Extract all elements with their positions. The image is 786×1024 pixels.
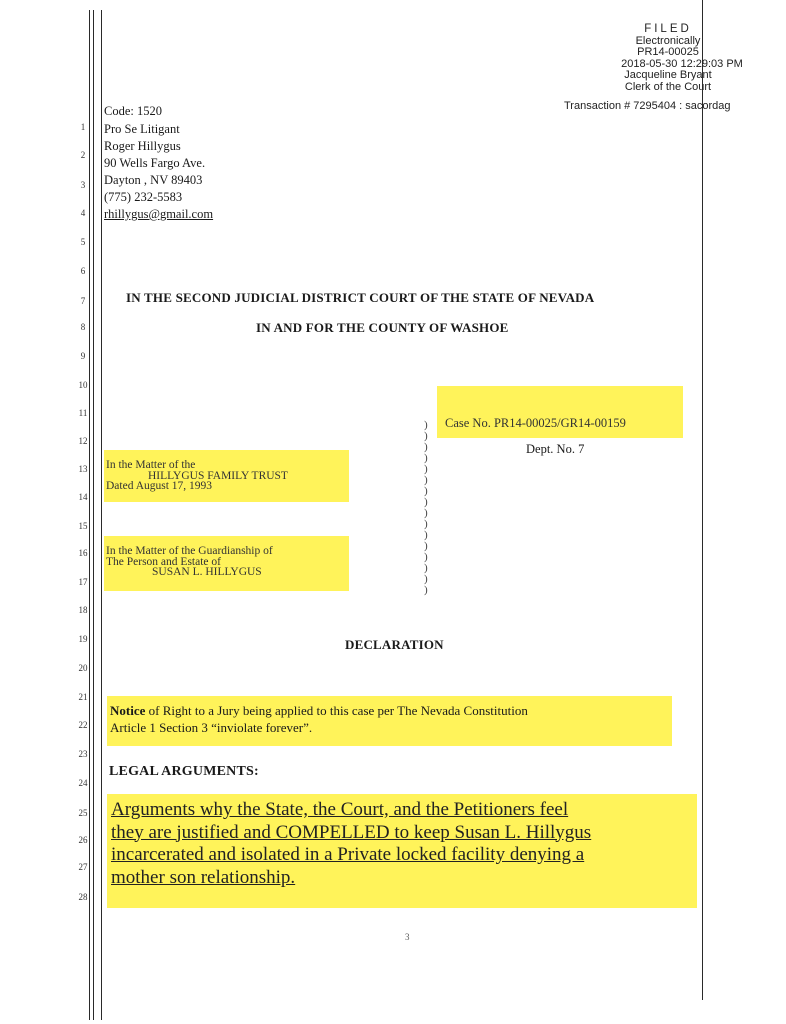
line-number: 22	[78, 720, 88, 730]
notice-line1-rest: of Right to a Jury being applied to this case per The Nevada Constitution	[145, 703, 528, 718]
line-number: 4	[80, 208, 86, 218]
line-number: 1	[80, 122, 86, 132]
line-number: 9	[80, 351, 86, 361]
matter-trust-line3: Dated August 17, 1993	[106, 480, 213, 492]
left-margin-rule-inner	[93, 10, 94, 1020]
legal-arguments-heading: LEGAL ARGUMENTS:	[109, 764, 259, 779]
line-number: 15	[78, 521, 88, 531]
notice-line1	[110, 702, 528, 719]
line-number: 11	[78, 408, 88, 418]
argument-line-2: they are justified and COMPELLED to keep Susan L. Hillygus	[111, 821, 592, 843]
stamp-electronically: Electronically	[635, 34, 701, 47]
filer-email: rhillygus@gmail.com	[104, 207, 214, 221]
stamp-transaction: Transaction # 7295404 : sacordag	[564, 100, 731, 112]
case-number-highlight	[437, 386, 683, 438]
line-number: 18	[78, 605, 88, 615]
stamp-datetime: 2018-05-30 12:29:03 PM	[621, 57, 743, 70]
line-number: 26	[78, 835, 88, 845]
line-number: 28	[78, 892, 88, 902]
stamp-case-number: PR14-00025	[637, 46, 699, 58]
filing-stamp	[600, 24, 786, 93]
argument-line-4: mother son relationship.	[111, 866, 296, 888]
line-number: 20	[78, 663, 88, 673]
line-number: 10	[78, 380, 88, 390]
matter-trust-line2: HILLYGUS FAMILY TRUST	[148, 469, 288, 482]
page-number: 3	[405, 932, 410, 942]
filer-party-type: Pro Se Litigant	[104, 122, 180, 136]
matter-guardianship-line2: The Person and Estate of	[106, 555, 221, 568]
filer-code: Code: 1520	[104, 104, 162, 118]
argument-line-1: Arguments why the State, the Court, and the Petitioners feel	[111, 799, 569, 820]
court-county: IN AND FOR THE COUNTY OF WASHOE	[256, 320, 509, 335]
stamp-clerk-title: Clerk of the Court	[624, 80, 712, 93]
notice-bold: Notice	[110, 703, 146, 718]
filer-city: Dayton , NV 89403	[104, 173, 203, 187]
line-number: 19	[78, 634, 88, 644]
dept-number: Dept. No. 7	[526, 442, 585, 456]
court-name: IN THE SECOND JUDICIAL DISTRICT COURT OF THE STATE OF NEVADA	[126, 290, 595, 305]
caption-bracket: ) ) ) ) ) ) ) ) ) ) ) ) ) ) ) )	[424, 419, 428, 596]
filer-street: 90 Wells Fargo Ave.	[104, 156, 206, 170]
filer-phone: (775) 232-5583	[104, 190, 183, 204]
line-number: 17	[78, 577, 88, 587]
line-number: 23	[78, 749, 88, 759]
line-number: 13	[78, 464, 88, 474]
line-number: 7	[80, 296, 86, 306]
line-number: 27	[78, 862, 88, 872]
stamp-filed: FILED	[644, 23, 692, 35]
left-margin-rule-third	[101, 10, 102, 1020]
line-number: 14	[78, 492, 88, 502]
arguments-text	[111, 799, 591, 889]
stamp-clerk-name: Jacqueline Bryant	[624, 69, 712, 81]
line-number: 3	[80, 180, 86, 190]
case-number: Case No. PR14-00025/GR14-00159	[445, 416, 626, 430]
line-number: 5	[80, 237, 86, 247]
line-number: 24	[78, 778, 88, 788]
line-number: 6	[80, 266, 86, 276]
matter-guardianship-line1: In the Matter of the Guardianship of	[106, 545, 273, 557]
matter-guardianship-line3: SUSAN L. HILLYGUS	[152, 566, 262, 578]
notice-text	[110, 702, 528, 736]
line-number: 2	[80, 150, 86, 160]
right-margin-rule	[702, 0, 703, 1000]
matter-trust-line1: In the Matter of the	[106, 459, 196, 471]
line-number: 8	[80, 322, 86, 332]
filer-name: Roger Hillygus	[104, 139, 181, 153]
document-title: DECLARATION	[345, 637, 444, 652]
matter-guardianship	[106, 546, 346, 578]
argument-line-3: incarcerated and isolated in a Private locked facility denying a	[111, 844, 585, 865]
line-number: 25	[78, 808, 88, 818]
line-number: 12	[78, 436, 88, 446]
matter-trust	[106, 460, 346, 492]
line-number: 16	[78, 548, 88, 558]
notice-line2: Article 1 Section 3 “inviolate forever”.	[110, 720, 313, 735]
line-number: 21	[78, 692, 88, 702]
